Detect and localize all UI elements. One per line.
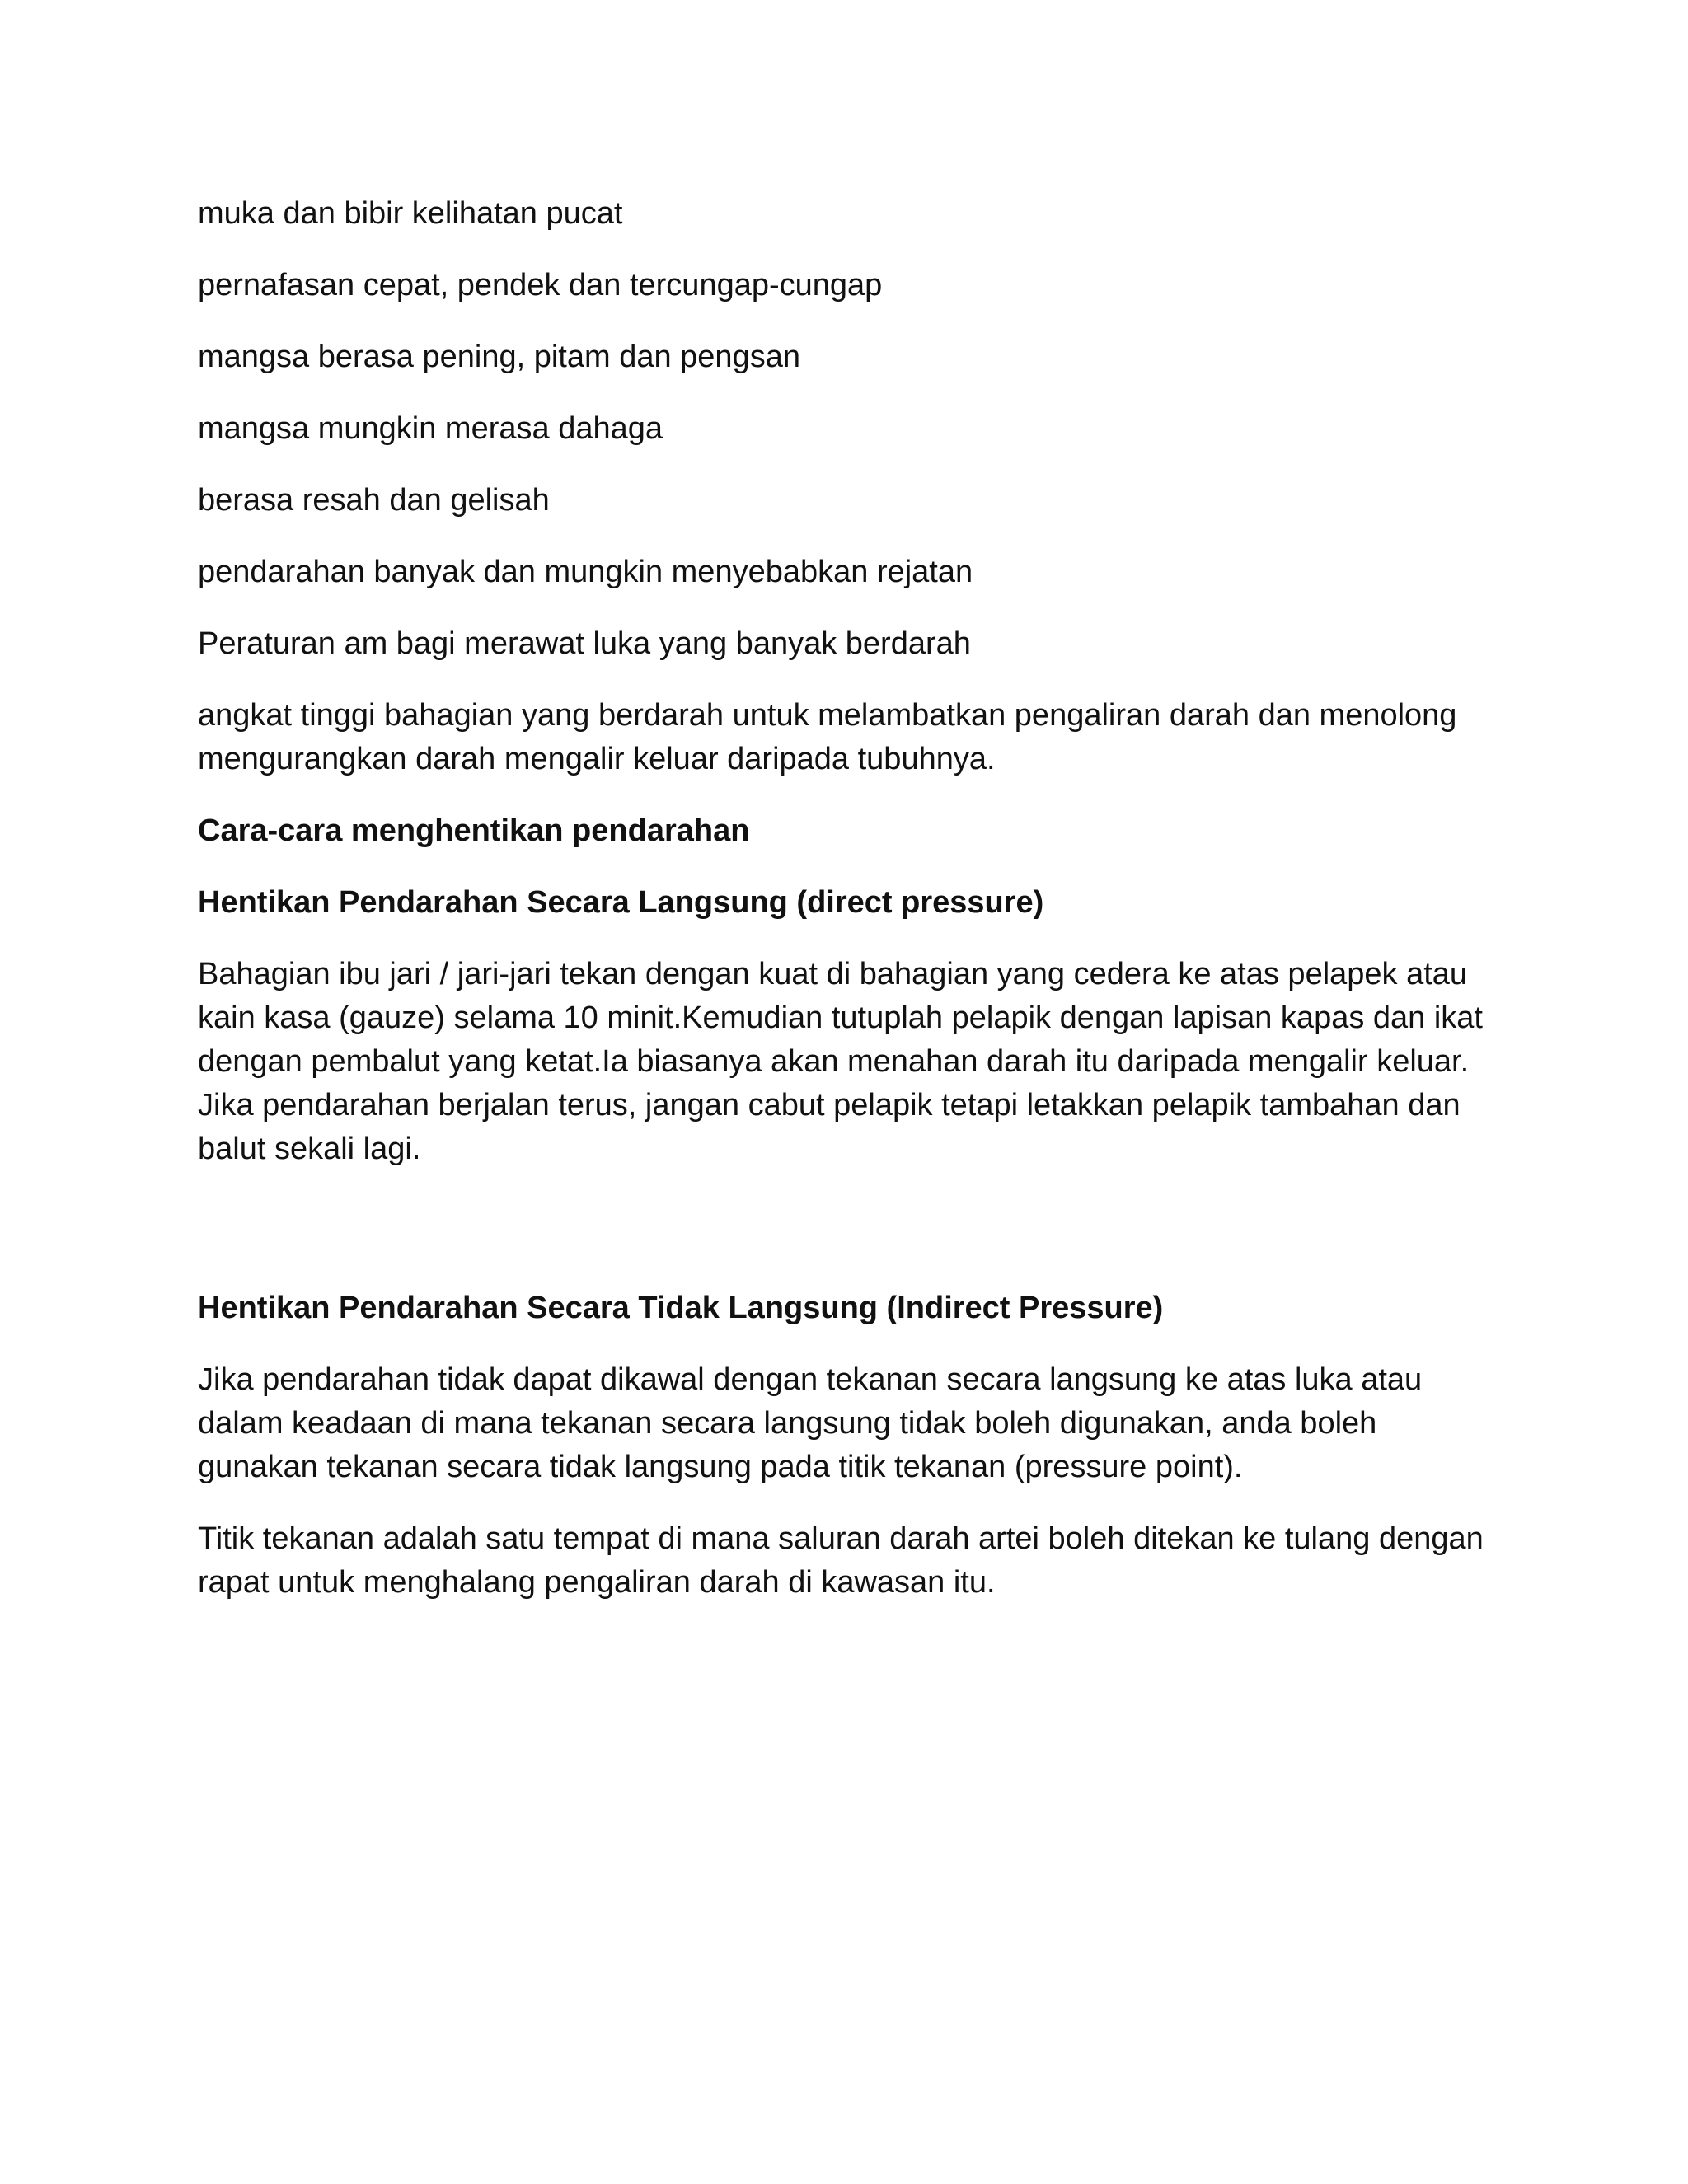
pressure-point-paragraph: Titik tekanan adalah satu tempat di mana saluran darah artei boleh ditekan ke tulang dengan rapat untuk menghalang pengaliran darah di kawasan itu.: [198, 1521, 1484, 1600]
symptom-line-breathing: pernafasan cepat, pendek dan tercungap-cungap: [198, 268, 883, 302]
methods-heading: Cara-cara menghentikan pendarahan: [198, 813, 750, 848]
direct-pressure-paragraph: Bahagian ibu jari / jari-jari tekan dengan kuat di bahagian yang cedera ke atas pelapek atau kain kasa (gauze) selama 10 minit.Kemudian tutuplah pelapik dengan lapisan kapas dan ikat dengan pembalut yang ketat.Ia biasanya akan menahan darah itu daripada mengalir keluar. Jika pendarahan berjalan terus, jangan cabut pelapik tetapi letakkan pelapik tambahan dan balut sekali lagi.: [198, 957, 1483, 1166]
general-rule-line: Peraturan am bagi merawat luka yang banyak berdarah: [198, 626, 971, 661]
symptom-line-restless: berasa resah dan gelisah: [198, 483, 550, 518]
symptom-line-shock: pendarahan banyak dan mungkin menyebabkan rejatan: [198, 555, 973, 589]
document-body: [198, 192, 1500, 1633]
indirect-pressure-heading: Hentikan Pendarahan Secara Tidak Langsung (Indirect Pressure): [198, 1291, 1164, 1325]
symptom-line-thirst: mangsa mungkin merasa dahaga: [198, 411, 663, 446]
elevation-paragraph: angkat tinggi bahagian yang berdarah untuk melambatkan pengaliran darah dan menolong mengurangkan darah mengalir keluar daripada tubuhnya.: [198, 698, 1457, 776]
symptom-line-dizziness: mangsa berasa pening, pitam dan pengsan: [198, 340, 800, 374]
symptom-line-pale-face: muka dan bibir kelihatan pucat: [198, 196, 623, 231]
direct-pressure-heading: Hentikan Pendarahan Secara Langsung (direct pressure): [198, 885, 1044, 920]
indirect-pressure-paragraph: Jika pendarahan tidak dapat dikawal dengan tekanan secara langsung ke atas luka atau dalam keadaan di mana tekanan secara langsung tidak boleh digunakan, anda boleh gunakan tekanan secara tidak langsung pada titik tekanan (pressure point).: [198, 1362, 1423, 1484]
